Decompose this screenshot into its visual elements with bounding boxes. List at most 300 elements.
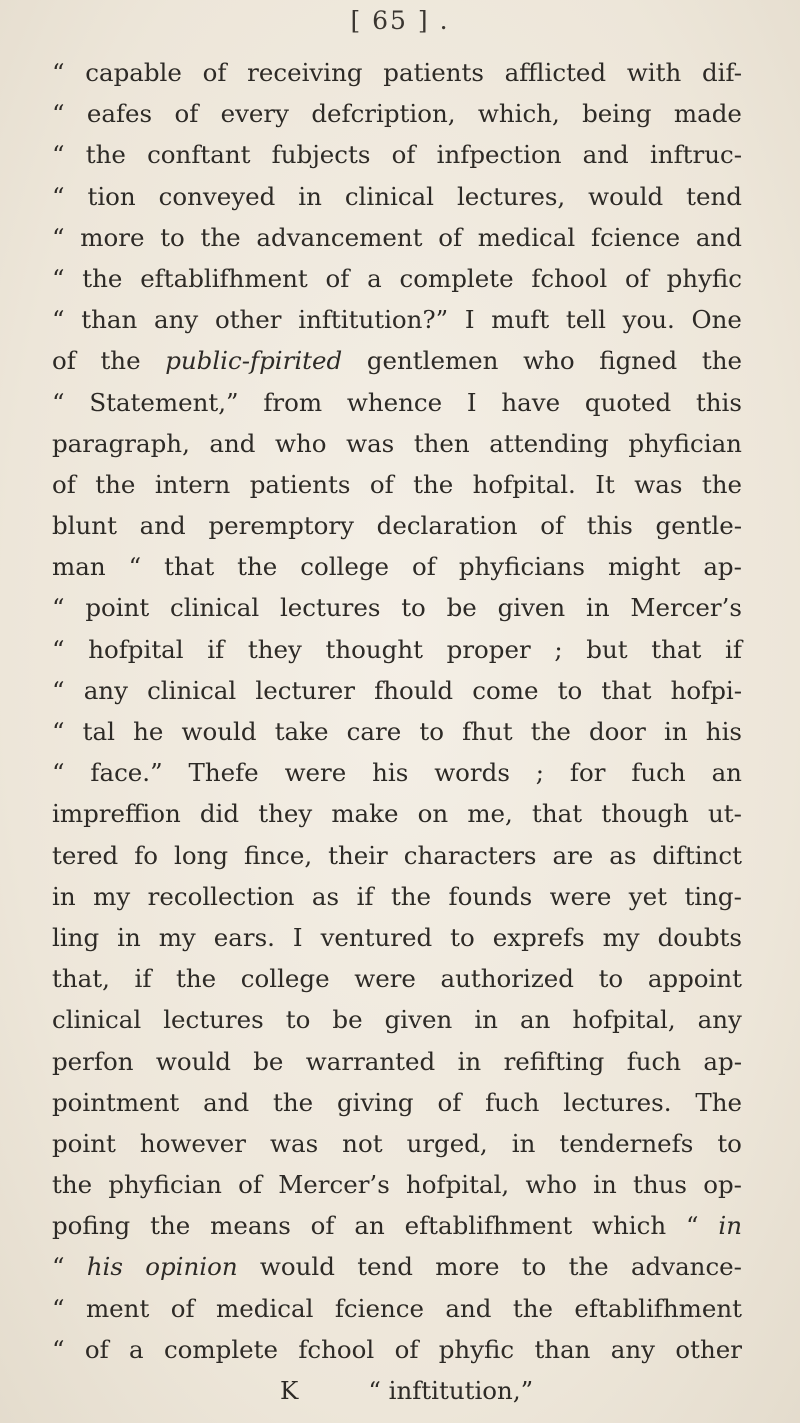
word: fcience <box>590 222 681 252</box>
word: dif- <box>701 58 742 87</box>
word: tell <box>565 305 606 335</box>
word: care <box>346 717 402 746</box>
word: of <box>325 263 350 293</box>
word: tend <box>686 181 742 211</box>
word: fuch <box>631 758 686 788</box>
word: ut- <box>707 799 742 829</box>
word: other <box>675 1334 742 1364</box>
word: my <box>158 922 196 952</box>
word: who <box>525 1170 577 1200</box>
word: this <box>695 387 742 417</box>
word: clinical <box>52 1005 142 1035</box>
word: declaration <box>376 511 518 541</box>
word: the <box>272 1087 314 1117</box>
word: were <box>284 758 347 788</box>
word: not <box>342 1128 383 1158</box>
word: of <box>391 140 416 170</box>
word: “ <box>52 634 65 664</box>
word: fo <box>134 840 159 870</box>
word: the <box>568 1252 609 1282</box>
word: “ <box>52 387 65 417</box>
word: of <box>84 1334 109 1364</box>
text-line <box>52 505 742 546</box>
word: I <box>464 305 475 335</box>
word: point <box>52 1128 116 1158</box>
word: as <box>311 881 340 911</box>
word: in <box>298 181 322 211</box>
text-line <box>52 464 742 505</box>
word: the <box>95 469 136 499</box>
word: given <box>384 1005 453 1035</box>
word: clinical <box>170 593 260 623</box>
word: lectures, <box>456 181 566 211</box>
word: Mercer’s <box>278 1170 390 1200</box>
word: means <box>210 1211 291 1241</box>
word: of <box>412 552 436 582</box>
word: to <box>419 717 444 746</box>
word: phyfician <box>628 428 742 458</box>
word: than <box>534 1334 591 1364</box>
text-line <box>52 670 742 711</box>
word: be <box>446 593 477 623</box>
page-number: [ 65 ] . <box>350 6 450 35</box>
word: the <box>413 469 454 499</box>
word: of <box>437 1087 462 1117</box>
word: founds <box>448 881 533 911</box>
word: It <box>595 469 615 499</box>
word: “ <box>52 593 65 623</box>
word: and <box>695 222 742 252</box>
word: “ <box>52 675 65 705</box>
word: and <box>203 1087 250 1117</box>
word: if <box>134 964 152 994</box>
word: Statement,” <box>89 387 239 417</box>
word: recollection <box>147 881 295 911</box>
word: be <box>253 1046 284 1076</box>
word: if <box>356 881 374 911</box>
text-line <box>52 1205 742 1246</box>
text-line <box>52 217 742 258</box>
text-line <box>52 546 742 587</box>
word: in <box>52 881 76 911</box>
word: the <box>701 469 742 499</box>
word: make <box>331 799 399 829</box>
word: be <box>332 1005 363 1035</box>
word: his <box>372 758 409 788</box>
word: impreffion <box>52 799 181 829</box>
word: conftant <box>147 140 251 170</box>
word: ; <box>535 758 545 788</box>
word: quoted <box>584 387 672 417</box>
word: peremptory <box>208 511 354 541</box>
word: “ <box>52 99 65 129</box>
word: of <box>540 511 565 541</box>
catchword: “ inftitution,” <box>368 1376 534 1405</box>
word: ment <box>85 1293 150 1323</box>
word: yet <box>628 881 667 911</box>
word: ears. <box>213 922 275 952</box>
word: “ <box>52 305 65 335</box>
word: in <box>585 593 610 623</box>
word: an <box>354 1211 385 1241</box>
text-line <box>52 1123 742 1164</box>
word: capable <box>85 58 182 87</box>
word: I <box>466 387 477 417</box>
word: to <box>450 922 475 952</box>
text-line <box>52 1288 742 1329</box>
word: gentlemen <box>366 346 499 376</box>
text-line <box>52 340 742 381</box>
word: the <box>52 1170 93 1200</box>
word: in <box>718 1211 742 1241</box>
word: any <box>153 305 199 335</box>
word: infpection <box>436 140 562 170</box>
word: ap- <box>703 552 742 582</box>
word: was <box>634 469 683 499</box>
text-line <box>52 1041 742 1082</box>
word: from <box>263 387 323 417</box>
text-line <box>52 711 742 752</box>
word: in <box>593 1170 617 1200</box>
word: more <box>435 1252 500 1282</box>
word: college <box>300 552 390 582</box>
word: fcience <box>334 1293 424 1323</box>
word: long <box>173 840 229 870</box>
word: fchool <box>531 263 608 293</box>
word: “ <box>52 758 65 788</box>
word: “ <box>685 1211 699 1241</box>
word: me, <box>467 799 513 829</box>
text-line <box>52 752 742 793</box>
word: afflicted <box>504 58 607 87</box>
word: of <box>52 346 76 376</box>
word: would <box>181 717 257 746</box>
word: characters <box>403 840 537 870</box>
word: phyfician <box>108 1170 222 1200</box>
word: “ <box>52 263 65 293</box>
text-line <box>52 423 742 464</box>
word: “ <box>52 717 65 746</box>
word: pointment <box>52 1087 180 1117</box>
text-line <box>52 299 742 340</box>
word: eafes <box>86 99 153 129</box>
word: lecturer <box>255 675 356 705</box>
word: their <box>328 840 388 870</box>
word: diftinct <box>652 840 742 870</box>
text-line <box>52 176 742 217</box>
word: fubjects <box>271 140 371 170</box>
signature-mark: K <box>280 1376 299 1405</box>
word: and <box>582 140 629 170</box>
word: ; <box>554 634 563 664</box>
word: I <box>292 922 303 952</box>
word: “ <box>52 140 65 170</box>
word: door <box>588 717 646 746</box>
word: and <box>445 1293 492 1323</box>
word: phyficians <box>458 552 585 582</box>
word: have <box>501 387 561 417</box>
word: college <box>240 964 330 994</box>
word: clinical <box>147 675 237 705</box>
word: if <box>725 634 742 664</box>
word: “ <box>52 1252 65 1282</box>
word: the <box>100 346 141 376</box>
word: was <box>270 1128 319 1158</box>
word: of <box>238 1170 262 1200</box>
word: public-fpirited <box>165 346 343 376</box>
word: op- <box>703 1170 742 1200</box>
word: conveyed <box>158 181 276 211</box>
word: man <box>52 552 106 582</box>
word: the <box>200 222 241 252</box>
word: for <box>569 758 606 788</box>
word: intern <box>154 469 231 499</box>
text-line <box>52 587 742 628</box>
word: eftablifhment <box>574 1293 742 1323</box>
word: doubts <box>657 922 742 952</box>
word: that <box>651 634 702 664</box>
text-line <box>52 1082 742 1123</box>
word: they <box>247 634 302 664</box>
word: figned <box>599 346 678 376</box>
word: Thefe <box>188 758 259 788</box>
word: whence <box>346 387 443 417</box>
word: tendernefs <box>559 1128 694 1158</box>
word: paragraph, <box>52 428 190 458</box>
word: but <box>586 634 628 664</box>
word: then <box>413 428 470 458</box>
word: One <box>691 305 742 335</box>
word: the <box>237 552 278 582</box>
word: made <box>673 99 742 129</box>
word: of <box>52 469 76 499</box>
word: fchool <box>298 1334 375 1364</box>
word: patients <box>249 469 351 499</box>
word: “ <box>128 552 142 582</box>
word: phyfic <box>666 263 742 293</box>
word: words <box>434 758 510 788</box>
word: of <box>625 263 649 293</box>
word: in <box>457 1046 482 1076</box>
word: attending <box>489 428 609 458</box>
word: ventured <box>320 922 433 952</box>
word: medical <box>477 222 576 252</box>
text-line <box>52 917 742 958</box>
footer-line <box>52 1370 742 1411</box>
word: thought <box>325 634 423 664</box>
word: blunt <box>52 511 117 541</box>
word: a <box>367 263 382 293</box>
word: warranted <box>305 1046 436 1076</box>
text-line <box>52 958 742 999</box>
text-line <box>52 1164 742 1205</box>
word: refifting <box>503 1046 605 1076</box>
word: “ <box>52 181 65 211</box>
word: to <box>401 593 426 623</box>
text-line <box>52 835 742 876</box>
text-line <box>52 1329 742 1370</box>
word: fince, <box>244 840 313 870</box>
word: in <box>117 922 141 952</box>
word: that <box>532 799 583 829</box>
word: thus <box>633 1170 687 1200</box>
word: in <box>664 717 688 746</box>
text-line <box>52 382 742 423</box>
word: advance- <box>630 1252 742 1282</box>
word: the <box>701 346 742 376</box>
word: to <box>521 1252 547 1282</box>
word: in <box>511 1128 536 1158</box>
word: perfon <box>52 1046 134 1076</box>
word: my <box>93 881 131 911</box>
word: his <box>86 1252 123 1282</box>
word: fuch <box>485 1087 540 1117</box>
word: clinical <box>344 181 434 211</box>
word: muft <box>491 305 550 335</box>
word: he <box>133 717 164 746</box>
word: ap- <box>703 1046 742 1076</box>
word: “ <box>52 1334 65 1364</box>
word: this <box>586 511 633 541</box>
word: defcription, <box>311 99 456 129</box>
word: Mercer’s <box>630 593 742 623</box>
word: of <box>310 1211 335 1241</box>
word: that <box>164 552 215 582</box>
word: inftruc- <box>649 140 742 170</box>
word: patients <box>383 58 484 87</box>
text-line <box>52 1246 742 1287</box>
text-line <box>52 629 742 670</box>
word: “ <box>52 58 65 87</box>
word: an <box>711 758 742 788</box>
word: of <box>174 99 199 129</box>
word: any <box>83 675 128 705</box>
word: medical <box>215 1293 314 1323</box>
word: eftablifhment <box>404 1211 573 1241</box>
word: if <box>207 634 225 664</box>
word: advancement <box>256 222 423 252</box>
word: opinion <box>145 1252 238 1282</box>
word: in <box>474 1005 498 1035</box>
word: to <box>717 1128 742 1158</box>
word: however <box>139 1128 246 1158</box>
word: the <box>530 717 571 746</box>
word: are <box>552 840 594 870</box>
word: hofpital, <box>406 1170 510 1200</box>
word: you. <box>622 305 675 335</box>
word: the <box>82 263 123 293</box>
word: fhould <box>374 675 454 705</box>
word: to <box>160 222 185 252</box>
word: were <box>354 964 416 994</box>
word: hofpital. <box>472 469 576 499</box>
text-line <box>52 52 742 93</box>
body-text <box>52 52 742 1411</box>
word: “ <box>52 1293 65 1323</box>
word: to <box>285 1005 311 1035</box>
word: who <box>275 428 327 458</box>
word: were <box>549 881 612 911</box>
word: hofpital <box>88 634 184 664</box>
text-line <box>52 93 742 134</box>
word: lectures. <box>563 1087 672 1117</box>
word: on <box>417 799 449 829</box>
word: tered <box>52 840 119 870</box>
word: his <box>705 717 742 746</box>
word: my <box>602 922 640 952</box>
word: that, <box>52 964 110 994</box>
text-line <box>52 999 742 1040</box>
word: though <box>601 799 689 829</box>
word: would <box>588 181 664 211</box>
word: ling <box>52 922 100 952</box>
word: complete <box>399 263 514 293</box>
word: giving <box>336 1087 414 1117</box>
word: hofpital, <box>572 1005 676 1035</box>
word: receiving <box>247 58 363 87</box>
word: “ <box>52 222 65 252</box>
text-line <box>52 258 742 299</box>
word: and <box>139 511 186 541</box>
word: come <box>472 675 539 705</box>
word: exprefs <box>492 922 585 952</box>
word: who <box>523 346 575 376</box>
word: than <box>81 305 138 335</box>
word: face.” <box>90 758 163 788</box>
word: was <box>346 428 395 458</box>
word: of <box>438 222 463 252</box>
word: eftablifhment <box>140 263 308 293</box>
word: fuch <box>626 1046 682 1076</box>
word: any <box>610 1334 656 1364</box>
word: complete <box>163 1334 279 1364</box>
word: of <box>394 1334 419 1364</box>
word: of <box>202 58 227 87</box>
text-line <box>52 134 742 175</box>
word: fhut <box>462 717 513 746</box>
word: a <box>129 1334 144 1364</box>
word: the <box>512 1293 553 1323</box>
word: being <box>582 99 652 129</box>
word: ting- <box>684 881 742 911</box>
word: tend <box>357 1252 413 1282</box>
word: as <box>609 840 637 870</box>
word: appoint <box>647 964 742 994</box>
word: other <box>214 305 282 335</box>
word: of <box>369 469 394 499</box>
word: The <box>695 1087 742 1117</box>
text-line <box>52 793 742 834</box>
word: would <box>259 1252 335 1282</box>
word: given <box>497 593 566 623</box>
word: every <box>220 99 289 129</box>
word: pofing <box>52 1211 131 1241</box>
word: phyfic <box>438 1334 515 1364</box>
word: would <box>155 1046 231 1076</box>
word: take <box>274 717 329 746</box>
word: more <box>80 222 145 252</box>
word: they <box>258 799 313 829</box>
word: tion <box>87 181 136 211</box>
word: to <box>557 675 583 705</box>
word: with <box>626 58 682 87</box>
word: point <box>85 593 150 623</box>
word: gentle- <box>655 511 742 541</box>
text-line <box>52 876 742 917</box>
word: urged, <box>406 1128 488 1158</box>
word: lectures <box>163 1005 264 1035</box>
word: lectures <box>279 593 381 623</box>
